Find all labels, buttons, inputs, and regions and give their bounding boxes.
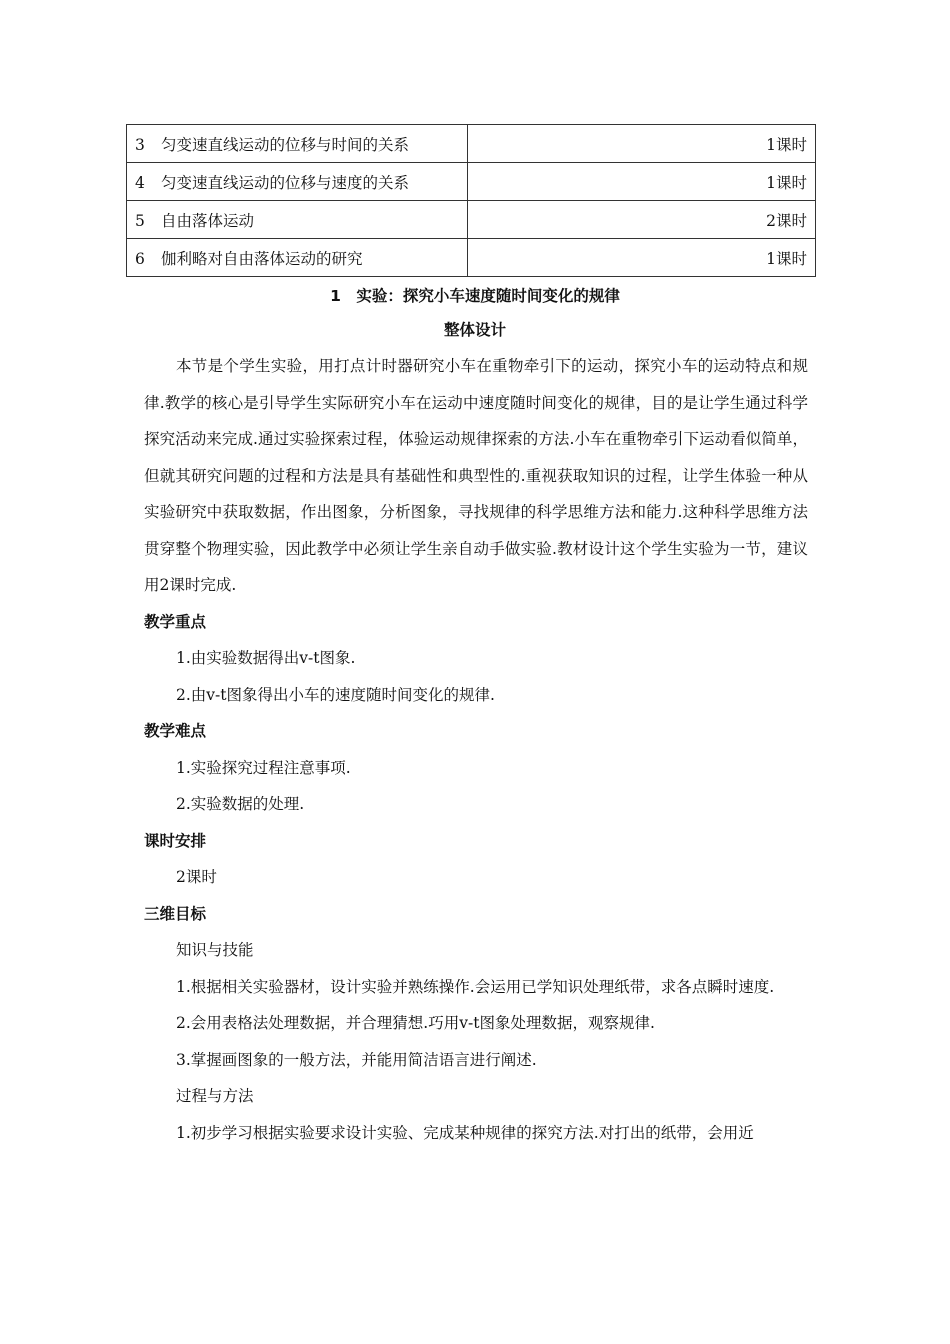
- difficulties-heading: 教学难点: [144, 722, 207, 740]
- table-row: [127, 201, 816, 239]
- document-body: [144, 348, 808, 1151]
- table-cell-hours: 1课时: [468, 163, 816, 201]
- schedule-heading: 课时安排: [144, 831, 207, 850]
- table-cell-hours: 1课时: [468, 125, 816, 163]
- lesson-title: 自由落体运动: [161, 211, 255, 230]
- design-title: 整体设计: [443, 321, 506, 339]
- list-item: 2.会用表格法处理数据，并合理猜想.巧用v-t图象处理数据，观察规律.: [176, 1014, 655, 1032]
- process-heading: 过程与方法: [176, 1087, 254, 1105]
- list-item: 1.实验探究过程注意事项.: [176, 758, 351, 777]
- schedule-value: 2课时: [176, 868, 217, 886]
- table-cell-lesson: [127, 239, 468, 277]
- intro-paragraph: 本节是个学生实验，用打点计时器研究小车在重物牵引下的运动，探究小车的运动特点和规律.教学的核心是引导学生实际研究小车在运动中速度随时间变化的规律，目的是让学生通过科学探究活动来完成.通过实验探索过程，体验运动规律探索的方法.小车在重物牵引下运动看似简单，但就其研究问题的过程和方法是具有基础性和典型性的.重视获取知识的过程，让学生体验一种从实验研究中获取数据，作出图象，分析图象，寻找规律的科学思维方法和能力.这种科学思维方法贯穿整个物理实验，因此教学中必须让学生亲自动手做实验.教材设计这个学生实验为一节，建议用2课时完成.: [144, 357, 808, 594]
- key-points-heading: 教学重点: [144, 612, 207, 631]
- lesson-title: 伽利略对自由落体运动的研究: [161, 249, 363, 268]
- table-cell-lesson: [127, 125, 468, 163]
- knowledge-heading: 知识与技能: [176, 941, 254, 959]
- lesson-title: 匀变速直线运动的位移与时间的关系: [161, 135, 410, 154]
- list-item: 1.初步学习根据实验要求设计实验、完成某种规律的探究方法.对打出的纸带，会用近: [176, 1123, 754, 1142]
- list-item: 2.实验数据的处理.: [176, 795, 305, 813]
- list-item: 1.根据相关实验器材，设计实验并熟练操作.会运用已学知识处理纸带，求各点瞬时速度.: [176, 977, 775, 996]
- table-row: [127, 125, 816, 163]
- table-row: [127, 163, 816, 201]
- table-cell-lesson: [127, 163, 468, 201]
- lesson-number: 4: [135, 173, 145, 192]
- lesson-title: 匀变速直线运动的位移与速度的关系: [161, 173, 410, 192]
- table-cell-lesson: [127, 201, 468, 239]
- section-title: 1 实验：探究小车速度随时间变化的规律: [330, 287, 620, 305]
- list-item: 3.掌握画图象的一般方法，并能用简洁语言进行阐述.: [176, 1050, 537, 1069]
- list-item: 1.由实验数据得出v-t图象.: [176, 649, 356, 667]
- table-cell-hours: 2课时: [468, 201, 816, 239]
- lesson-number: 5: [135, 211, 145, 230]
- table-row: [127, 239, 816, 277]
- objectives-heading: 三维目标: [144, 904, 207, 923]
- lesson-schedule-table: [126, 124, 816, 277]
- lesson-number: 3: [135, 135, 145, 154]
- table-cell-hours: 1课时: [468, 239, 816, 277]
- lesson-number: 6: [135, 249, 145, 268]
- list-item: 2.由v-t图象得出小车的速度随时间变化的规律.: [176, 685, 495, 704]
